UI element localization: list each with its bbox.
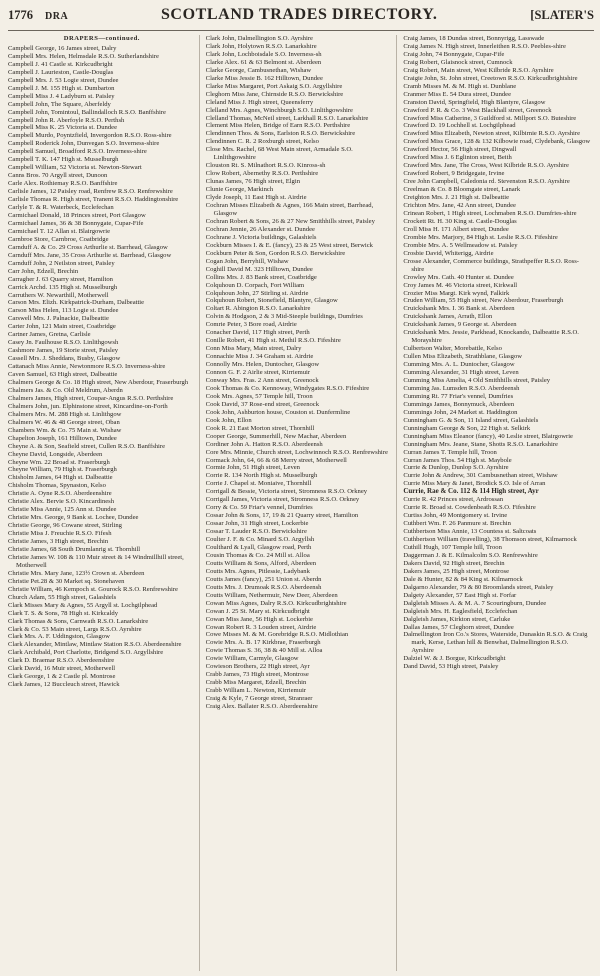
- directory-entry: Cook John, Ashburton house, Couston st. Dunfermline: [205, 408, 351, 416]
- directory-entry: Cranston David, Springfield, High Blantyre, Glasgow: [403, 98, 546, 106]
- directory-entry: Cossar T. Lauder R.S.O. Berwickshire: [205, 528, 307, 536]
- directory-entry: Curtiss John, 49 Montgomery st. Irvine: [403, 512, 508, 520]
- directory-entry: Cowie William, Carmyle, Glasgow: [205, 655, 299, 663]
- directory-entry: Christie Miss Annie, 125 Ann st. Dundee: [8, 506, 117, 514]
- page-header: [8, 6, 594, 31]
- directory-entry: Crabb Miss Margaret, Edzell, Brechin: [205, 679, 307, 687]
- directory-entry: Colquhoun D. Corpach, Fort William: [205, 281, 305, 289]
- directory-entry: Cockburn Peter & Son, Gordon R.S.O. Berwickshire: [205, 249, 346, 257]
- directory-entry: Campbell George, 16 James street, Dalry: [8, 44, 117, 52]
- directory-entry: Coutts William & Sons, Alford, Aberdeen: [205, 559, 317, 567]
- directory-entry: Clark Archibald, Port Charlotte, Bridgend S.O. Argyllshire: [8, 649, 164, 657]
- directory-entry: Crosse Alexander, Commerce buildings, Strathpeffer R.S.O. Ross-shire: [403, 257, 579, 273]
- directory-entry: Chisholm James, 64 High st. Dalbeattie: [8, 474, 113, 482]
- directory-entry: Clelland Thomas, McNeil street, Larkhall R.S.O. Lanarkshire: [205, 114, 369, 122]
- directory-entry: Currie R. 42 Princes street, Ardrossan: [403, 496, 504, 504]
- directory-entry: Craig & Kyle, 7 George street, Stranraer: [205, 695, 313, 703]
- publisher-name: [SLATER'S: [530, 8, 594, 22]
- directory-entry: Corrie J. Chapel st. Moniaive, Thornhill: [205, 480, 312, 488]
- directory-entry: Crabb James, 73 High street, Montrose: [205, 671, 309, 679]
- directory-entry: Crawford Hector, 56 High street, Dingwall: [403, 146, 517, 154]
- directory-entry: Cuthbert Wm. F. 26 Panmure st. Brechin: [403, 520, 511, 528]
- directory-entry: Dakers David, 92 High street, Brechin: [403, 559, 505, 567]
- directory-entry: Dalziel W. & J. Borgue, Kirkcudbright: [403, 655, 506, 663]
- directory-entry: Campbell John, Tomintoul, Ballindalloch R.S.O. Banffshire: [8, 108, 166, 116]
- directory-entry: Cordiner John A. Hatton R.S.O. Aberdeensh: [205, 440, 323, 448]
- directory-entry: Cowie Thomas S. 36, 38 & 40 Mill st. Alloa: [205, 647, 323, 655]
- directory-entry: Craig Robert, Main street, West Kilbride R.S.O. Ayrshire: [403, 66, 554, 74]
- directory-columns: [8, 35, 594, 971]
- directory-entry: Craig James N. High street, Innerleithen R.S.O. Peebles-shire: [403, 42, 566, 50]
- directory-entry: Dalgleish Misses A. & M. A. 7 Scouringburn, Dundee: [403, 599, 547, 607]
- directory-entry: Cunningham Miss Eleanor (fancy), 40 Leslie street, Blairgowrie: [403, 432, 573, 440]
- directory-entry: Cochran Jennie, 26 Alexander st. Dundee: [205, 225, 315, 233]
- directory-entry: Crawford Mrs. Jane, The Cross, West Kilbride R.S.O. Ayrshire: [403, 162, 569, 170]
- directory-entry: Coutts Mrs. Agnes, Pitlessie, Ladybank: [205, 567, 310, 575]
- directory-entry: Crombie Mrs. A. 5 Wellmeadow st. Paisley: [403, 241, 518, 249]
- directory-entry: Conille Robert, 41 High st. Methil R.S.O. Fifeshire: [205, 337, 341, 345]
- directory-entry: Clendinnen Thos. & Sons, Earlston R.S.O. Berwickshire: [205, 130, 356, 138]
- directory-entry: Christie Pet.28 & 30 Market sq. Stonehaven: [8, 577, 125, 585]
- directory-entry: Cruickshank Mrs. Jessie, Parkhead, Knockando, Dalbeattie R.S.O. Morayshire: [403, 329, 579, 345]
- directory-entry: Cummings James, Bonnymuck, Aberdeen: [403, 400, 515, 408]
- directory-entry: Chalmers George & Co. 18 High street, New Aberdour, Fraserburgh: [8, 378, 189, 386]
- directory-entry: Cruickshank James, Arrath, Ellon: [403, 313, 493, 321]
- directory-entry: Carter John, 121 Main street, Coatbridge: [8, 323, 116, 331]
- directory-entry: Campbell John, The Square, Aberfeldy: [8, 100, 111, 108]
- directory-entry: Culbertson Walter, Morebattle, Kelso: [403, 345, 502, 353]
- directory-entry: Crawford Miss Catherine, 3 Guildford st. Millport S.O. Buteshire: [403, 114, 577, 122]
- directory-entry: Carmichael James, 36 & 38 Bonnygate, Cupar-Fife: [8, 219, 144, 227]
- directory-entry: Clark John, Holytown R.S.O. Lanarkshire: [205, 42, 317, 50]
- directory-entry: Casey Jn. Faulhouse R.S.O. Linlithgowsh: [8, 339, 119, 347]
- directory-entry: Chapelton Joseph, 161 Hilltown, Dundee: [8, 434, 117, 442]
- directory-entry: Cossar John & Sons, 17, 19 & 21 Quarry street, Hamilton: [205, 512, 359, 520]
- directory-entry: Corry & Co. 59 Friar's vennel, Dumfries: [205, 504, 313, 512]
- directory-entry: Currie John & Andrew, 301 Cambusnethan street, Wishaw: [403, 472, 558, 480]
- directory-entry: Connachie Miss J. 34 Graham st. Airdrie: [205, 353, 314, 361]
- directory-entry: Cunningham Mrs. Jeane, Stane, Shotts R.S.O. Lanarkshire: [403, 440, 558, 448]
- directory-entry: Cochran Misses Elizabeth & Agnes, 166 Main street, Barrhead, Glasgow: [205, 202, 374, 217]
- directory-entry: Currie R. Broad st. Cowdenbeath R.S.O. Fifeshire: [403, 504, 536, 512]
- directory-entry: Cruden William, 55 High street, New Aberdour, Fraserburgh: [403, 297, 564, 305]
- directory-entry: Clarke Miss Margaret, Port Askaig S.O. Argyllshire: [205, 82, 343, 90]
- directory-entry: Carnduff Mrs. Jane, 35 Cross Arthurlie st. Barrhead, Glasgow: [8, 251, 172, 259]
- directory-entry: Cormack John, 64, 66 & 68 Merry street, Motherwell: [205, 456, 347, 464]
- directory-entry: Dakers James, 25 High street, Montrose: [403, 567, 510, 575]
- directory-entry: Clunas James, 76 High street, Elgin: [205, 178, 300, 186]
- directory-entry: Curran James T. Temple hill, Troon: [403, 448, 497, 456]
- directory-entry: Campbell Miss K. 25 Victoria st. Dundee: [8, 124, 117, 132]
- directory-entry: Clow Robert, Abernethy R.S.O. Perthshire: [205, 170, 319, 178]
- directory-entry: Cleland Miss J. High street, Queensferry: [205, 98, 314, 106]
- directory-entry: Cormie John, 51 High street, Leven: [205, 464, 300, 472]
- directory-entry: Campbell Mrs. Helen, Helmsdale R.S.O. Sutherlandshire: [8, 52, 159, 60]
- directory-entry: Carnbroe Store, Carnbroe, Coatbridge: [8, 235, 109, 243]
- directory-entry: Christie Miss J. Freuchie R.S.O. Fifesh: [8, 530, 112, 538]
- directory-entry: Coghill David M. 323 Hilltown, Dundee: [205, 265, 313, 273]
- directory-entry: Conway Mrs. Fras. 2 Ann street, Greenock: [205, 376, 319, 384]
- directory-entry: Cook David, 37 Rose-end street, Greenock: [205, 400, 320, 408]
- directory-entry: Cree John Campbell, Caledonia rd. Stevenston R.S.O. Ayrshire: [403, 178, 570, 186]
- directory-entry: Carnduff John, 2 Neilston street, Paisley: [8, 259, 115, 267]
- directory-entry: Cowan Miss Agnes, Dalry R.S.O. Kirkcudbrightshire: [205, 599, 347, 607]
- directory-entry: Crichton Mrs. Jane, 42 Ann street, Dundee: [403, 202, 516, 210]
- directory-entry: Crawford P. R. & Co. 3 West Blackhall street, Greenock: [403, 106, 552, 114]
- directory-entry: Clark D. Braemar R.S.O. Aberdeenshire: [8, 657, 115, 665]
- directory-entry: Clark T. S. & Sons, 78 High st. Kirkcaldy: [8, 609, 119, 617]
- directory-column-1: [8, 35, 200, 971]
- directory-entry: Cumming Miss Amelia, 4 Old Smithhills street, Paisley: [403, 376, 551, 384]
- directory-entry: Currie & Dunlop, Dunlop S.O. Ayrshire: [403, 464, 509, 472]
- directory-entry: Cheyne A. & Son, Seafield street, Cullen R.S.O. Banffshire: [8, 442, 166, 450]
- directory-entry: Clouston Rt. S. Milnathort R.S.O. Kinross-sh: [205, 162, 326, 170]
- directory-entry: Cochrane J. Victoria buildings, Galashiels: [205, 233, 317, 241]
- directory-entry: Cumming Rt. 77 Friar's vennel, Dumfries: [403, 392, 514, 400]
- directory-entry: Corrigall & Bessie, Victoria street, Stromness R.S.O. Orkney: [205, 488, 368, 496]
- directory-entry: Carlisle Thomas R. High street, Tranent R.S.O. Haddingtonshire: [8, 196, 179, 204]
- directory-entry: Cleghorn Miss Jane, Chirnside R.S.O. Berwickshire: [205, 90, 344, 98]
- directory-entry: Coulthard & Lyall, Glasgow road, Perth: [205, 544, 312, 551]
- directory-entry: Christie Mrs. George, 9 Bank st. Lochee, Dundee: [8, 514, 139, 522]
- directory-entry: Cumming Jas. Lumsden R.S.O. Aberdeensh: [403, 384, 520, 392]
- directory-entry: Cruickshank Mrs. I. 36 Bank st. Aberdeen: [403, 305, 515, 313]
- directory-entry: Cuthbertson Miss Annie, 13 Countess st. Saltcoats: [403, 528, 537, 536]
- directory-entry: Currie, Rae & Co. 112 & 114 High street, Ayr: [403, 487, 539, 496]
- directory-entry: Cramb Misses M. & M. High st. Dunblane: [403, 82, 517, 90]
- directory-entry: Currie Miss Mary & Janet, Brodick S.O. Isle of Arran: [403, 480, 546, 488]
- directory-entry: Carson Miss Helen, 113 Logie st. Dundee: [8, 307, 119, 315]
- directory-entry: Cheyne William, 79 High st. Fraserburgh: [8, 466, 117, 474]
- section-heading: DRAPERS—continued.: [63, 35, 140, 42]
- directory-entry: Carson Mrs. Elizh. Kirkpatrick-Durham, Dalbeattie: [8, 299, 145, 307]
- directory-entry: Creelman & Co. 8 Bloomgate street, Lanark: [403, 186, 521, 194]
- directory-entry: Carrick Archd. 135 High st. Musselburgh: [8, 283, 118, 291]
- directory-entry: Clunie George, Markinch: [205, 186, 274, 194]
- directory-entry: Cumming Alexander, 31 High street, Leven: [403, 369, 519, 377]
- directory-entry: Cooper George, Summerhill, New Machar, Aberdeen: [205, 432, 347, 440]
- directory-entry: Crowley Mrs. Cath. 40 Hunter st. Dundee: [403, 273, 514, 281]
- directory-entry: Clark David, 16 Muir street, Motherwell: [8, 665, 116, 673]
- directory-entry: Christie James, 68 South Drumlanrig st. Thornhill: [8, 546, 141, 553]
- directory-entry: Carmichael T. 12 Allan st. Blairgowrie: [8, 227, 110, 235]
- directory-entry: Crawford Miss J. 6 Eglinton street, Beith: [403, 154, 512, 162]
- directory-entry: Carlyle T. & R. Waterbeck, Ecclefechan: [8, 204, 114, 212]
- directory-entry: Coulter J. F. & Co. Minard S.O. Argyllsh: [205, 536, 315, 544]
- directory-entry: Clark Mrs. A. F. Uddingston, Glasgow: [8, 633, 110, 641]
- page-number: 1776: [8, 8, 33, 22]
- directory-entry: Cummings John, 24 Market st. Haddington: [403, 408, 518, 416]
- directory-entry: Cassell Mrs. J. Sheddans, Busby, Glasgow: [8, 355, 121, 363]
- directory-entry: Croll Miss H. 171 Albert street, Dundee: [403, 225, 509, 233]
- directory-entry: Dalgarno Alexander, 79 & 80 Broomlands street, Paisley: [403, 583, 554, 591]
- directory-entry: Cumming Mrs. A. L. Duntocher, Glasgow: [403, 361, 515, 369]
- directory-entry: Craigie John, St. John street, Creetown R.S.O. Kirkcudbrightshire: [403, 74, 578, 82]
- directory-entry: Craig James, 18 Dundas street, Bonnyrigg, Lasswade: [403, 35, 545, 42]
- directory-entry: Cartner James, Gretna, Carlisle: [8, 331, 91, 339]
- directory-entry: Cowe Misses M. & M. Gorebridge R.S.O. Midlothian: [205, 631, 349, 639]
- directory-entry: Collins Mrs. J. 83 Bank street, Coatbridge: [205, 273, 317, 281]
- directory-entry: Cockburn Misses I. & E. (fancy), 23 & 25 West street, Berwick: [205, 241, 373, 249]
- directory-entry: Corrie R. 134 North High st. Musselburgh: [205, 472, 318, 480]
- directory-entry: Campbell William, 52 Victoria st. Newton-Stewart: [8, 164, 142, 172]
- directory-entry: Crombie Mrs. Marjory, 84 High st. Leslie R.S.O. Fifeshire: [403, 233, 558, 241]
- directory-entry: Clark Thomas & Sons, Carnwath R.S.O. Lanarkshire: [8, 617, 149, 625]
- directory-entry: Christie George, 96 Cowane street, Stirling: [8, 522, 122, 530]
- directory-entry: Coutts William, Nethermuir, New Deer, Aberdeen: [205, 591, 338, 599]
- directory-entry: Daggerman J. & E. Kilmalcolm S.O. Renfrewshire: [403, 551, 538, 559]
- directory-entry: Cousin Thomas & Co. 24 Mill st. Alloa: [205, 551, 310, 559]
- directory-entry: Creighton Mrs. J. 21 High st. Dalbeattie: [403, 194, 510, 202]
- directory-entry: Chalmers John, jun. Elphinstone street, Kincardine-on-Forth: [8, 402, 168, 410]
- directory-entry: Close Mrs. Rachel, 68 West Main street, Armadale S.O. Linlithgowshire: [205, 146, 353, 162]
- directory-entry: Cranmer Miss E. 54 Dura street, Dundee: [403, 90, 512, 98]
- directory-entry: Carr John, Edzell, Brechin: [8, 267, 79, 275]
- directory-entry: Carle Alex. Rothiemay R.S.O. Banffshire: [8, 180, 118, 188]
- directory-entry: Campbell Miss J. 4 Ladyburn st. Paisley: [8, 92, 115, 100]
- directory-entry: Clarke George, Cambusnethan, Wishaw: [205, 66, 312, 74]
- directory-entry: Coutts Mrs. J. Drumoak R.S.O. Aberdeensh: [205, 583, 322, 591]
- directory-entry: Craig John, 74 Bonnygate, Cupar-Fife: [403, 50, 505, 58]
- directory-entry: Dallas James, 57 Cleghorn street, Dundee: [403, 623, 514, 631]
- directory-entry: Cowie Mrs. A. B. 17 Kirkbrae, Fraserburgh: [205, 639, 321, 647]
- directory-entry: Dand David, 53 High street, Paisley: [403, 663, 499, 671]
- directory-entry: Cowan Miss Jane, 56 High st. Lockerbie: [205, 615, 313, 623]
- directory-column-3: [403, 35, 594, 971]
- directory-entry: Chalmers Mrs. M. 288 High st. Linlithgow: [8, 410, 122, 418]
- directory-entry: Campbell T. K. 147 High st. Musselburgh: [8, 156, 119, 164]
- directory-entry: Campbell Roderick John, Dunvegan S.O. Inverness-shire: [8, 140, 160, 148]
- directory-entry: Cook Mrs. Agnes, 57 Temple hill, Troon: [205, 392, 313, 400]
- directory-entry: Christie William, 46 Kempoch st. Gourock R.S.O. Renfrewshire: [8, 585, 178, 593]
- section-abbreviation: DRA: [45, 11, 69, 22]
- directory-entry: Cunningham G. & Son, 11 Island street, Galashiels: [403, 416, 539, 424]
- directory-entry: Chisholm Thomas, Spynaston, Kelso: [8, 482, 106, 490]
- directory-entry: Cruickshank James, 9 George st. Aberdeen: [403, 321, 517, 329]
- directory-entry: Dalmellington Iron Co.'s Stores, Waterside, Dunaskin R.S.O. & Craig mark, Kerse, Lethan hill & Benwhat, Dalmellington R.S.O. Ayrshire: [403, 631, 588, 655]
- directory-entry: Christie A. Oyne R.S.O. Aberdeenshire: [8, 490, 112, 498]
- directory-entry: Crawford Miss Grace, 128 & 132 Kilbowie road, Clydebank, Glasgow: [403, 138, 591, 146]
- directory-entry: Core Mrs. Minnie, Church street, Lochwinnoch R.S.O. Renfrewshire: [205, 448, 388, 456]
- directory-entry: Carragher J. 63 Quarry street, Hamilton: [8, 275, 113, 283]
- directory-entry: Carswell Mrs. J. Palnackie, Dalbeattie: [8, 315, 109, 323]
- directory-entry: Coutts James (fancy), 251 Union st. Aberdn: [205, 575, 322, 583]
- directory-entry: Crinean Robert, 1 High street, Lochmaben R.S.O. Dumfries-shire: [403, 209, 577, 217]
- directory-entry: Cuthill Hugh, 107 Temple hill, Troon: [403, 544, 502, 551]
- directory-entry: Connon G. F. 2 Airlie street, Kirriemuir: [205, 369, 311, 377]
- directory-entry: Connolly Mrs. Helen, Duntocher, Glasgow: [205, 361, 320, 369]
- directory-entry: Christie Mrs. Mary Jane, 123½ Crown st. Aberdeen: [8, 569, 145, 577]
- directory-entry: Clark Alexander, Mintlaw, Mintlaw Station R.S.O. Aberdeenshire: [8, 641, 182, 649]
- directory-entry: Christie Alex. Bervie S.O. Kincardinesh: [8, 498, 115, 506]
- directory-entry: Conn Miss Mary, Main street, Dalry: [205, 345, 302, 353]
- directory-entry: Cheyne Wm. 22 Broad st. Fraserburgh: [8, 458, 110, 466]
- directory-entry: Campbell J. Laurieston, Castle-Douglas: [8, 68, 114, 76]
- directory-entry: Crockett Rt. H. 30 King st. Castle-Douglas: [403, 217, 517, 225]
- directory-entry: Cook R. 21 East Morton street, Thornhill: [205, 424, 315, 432]
- directory-column-2: [206, 35, 398, 971]
- directory-entry: Cowan Robert R. 3 Louden street, Airdrie: [205, 623, 317, 631]
- directory-entry: Crabb William L. Newton, Kirriemuir: [205, 687, 307, 695]
- directory-entry: Campbell Mrs. J. 53 Logie street, Dundee: [8, 76, 119, 84]
- directory-entry: Clark James, 12 Buccleuch street, Hawick: [8, 681, 120, 689]
- directory-entry: Clark John, Lochboisdale S.O. Inverness-sh: [205, 50, 322, 58]
- directory-entry: Coltart R. Abington R.S.O. Lanarkshire: [205, 305, 311, 313]
- directory-entry: Clark George, 1 & 2 Castle pl. Montrose: [8, 673, 116, 681]
- page-title: SCOTLAND TRADES DIRECTORY.: [160, 6, 438, 23]
- directory-entry: Cook Thomas & Co. Kennoway, Windygates R.S.O. Fifeshire: [205, 384, 370, 392]
- directory-entry: Cuthbertson William (travelling), 38 Thomson street, Kilmarnock: [403, 536, 577, 544]
- directory-entry: Dale & Hunter, 82 & 84 King st. Kilmarnock: [403, 575, 523, 583]
- directory-entry: Comrie Peter, 3 Bore road, Airdrie: [205, 321, 297, 329]
- directory-entry: Campbell J. 41 Castle st. Kirkcudbright: [8, 60, 113, 68]
- directory-entry: Cochran Robert & Sons, 26 & 27 New Smithhills street, Paisley: [205, 217, 375, 225]
- directory-entry: Crawford Robert, 9 Bridgegate, Irvine: [403, 170, 505, 178]
- directory-entry: Craig Alex. Ballater R.S.O. Aberdeenshire: [205, 703, 318, 711]
- directory-entry: Crozier Miss Margt. Kirk wynd, Falkirk: [403, 289, 510, 297]
- directory-entry: Chalmers Jas. & Co. Old Meldrum, Aberdn: [8, 386, 123, 394]
- directory-entry: Campbell John R. Aberfoyle R.S.O. Perthsh: [8, 116, 125, 124]
- directory-entry: Clark John, Dalmellington S.O. Ayrshire: [205, 35, 313, 42]
- directory-entry: Conacher David, 117 High street, Perth: [205, 329, 310, 337]
- directory-entry: Crosbie David, Whiterigg, Airdrie: [403, 249, 494, 257]
- directory-entry: Colquhoun John, 27 Stirling st. Airdrie: [205, 289, 309, 297]
- directory-entry: Church Adam, 55 High street, Galashiels: [8, 593, 117, 601]
- directory-entry: Cattanach Miss Annie, Newtonmore R.S.O. Inverness-shire: [8, 363, 166, 371]
- directory-entry: Cullen Miss Elizabeth, Strathblane, Glasgow: [403, 353, 523, 361]
- directory-entry: Cunningham George & Son, 22 High st. Selkirk: [403, 424, 531, 432]
- directory-entry: Christie James, 3 High street, Brechin: [8, 538, 109, 546]
- directory-entry: Cossar John, 31 High street, Lockerbie: [205, 520, 309, 528]
- directory-entry: Dalgety Alexander, 57 East High st. Forfar: [403, 591, 517, 599]
- directory-entry: Crawford Miss Elizabeth, Newton street, Kilbirnie R.S.O. Ayrshire: [403, 130, 581, 138]
- directory-entry: Caven Samuel, 63 High street, Dalbeattie: [8, 371, 118, 379]
- directory-entry: Colvin & Hodgson, 2 & 3 Mid-Steeple buildings, Dumfries: [205, 313, 363, 321]
- directory-entry: Cook John, Ellon: [205, 416, 252, 424]
- directory-entry: Campbell Samuel, Broadford R.S.O. Inverness-shire: [8, 148, 147, 156]
- directory-entry: Dalgleish James, Kirkton street, Carluke: [403, 615, 511, 623]
- directory-entry: Campbell Murdo, Poyntzfield, Invergordon R.S.O. Ross-shire: [8, 132, 172, 140]
- page-number-group: [8, 6, 68, 24]
- directory-entry: Dalgleish Mrs. H. Eaglesfield, Ecclefechan: [403, 607, 518, 615]
- directory-entry: Carruthers W. Newarthill, Motherwell: [8, 291, 109, 299]
- directory-entry: Chalmers James, High street, Coupar-Angus R.S.O. Perthshire: [8, 394, 174, 402]
- directory-entry: Chambers Wm. & Co. 75 Main st. Wishaw: [8, 426, 122, 434]
- directory-entry: Clement Miss Helen, Bridge of Earn R.S.O. Perthshire: [205, 122, 351, 130]
- directory-entry: Carlisle James, 12 Paisley road, Renfrew R.S.O. Renfrewshire: [8, 188, 173, 196]
- directory-entry: Cogan John, Berryhill, Wishaw: [205, 257, 289, 265]
- directory-entry: Croy James M. 46 Victoria street, Kirkwall: [403, 281, 518, 289]
- directory-entry: Clarke Alex. 61 & 63 Belmont st. Aberdeen: [205, 58, 322, 66]
- directory-entry: Cheyne David, Longside, Aberdeen: [8, 450, 103, 458]
- directory-entry: Carmichael Donald, 18 Princes street, Port Glasgow: [8, 211, 146, 219]
- directory-entry: Cashmore James, 19 Storie street, Paisley: [8, 347, 119, 355]
- directory-entry: Curran James Thos. 54 High st. Maybole: [403, 456, 512, 464]
- directory-entry: Cowieson Brothers, 22 High street, Ayr: [205, 663, 310, 671]
- directory-entry: Christie James W. 108 & 110 Muir street & 14 Windmillhill street, Motherwell: [8, 553, 184, 569]
- directory-entry: Campbell J. M. 155 High st. Dumbarton: [8, 84, 115, 92]
- directory-entry: Clyde Joseph, 11 East High st. Airdrie: [205, 194, 307, 202]
- directory-entry: Chalmers W. 46 & 48 George street, Oban: [8, 418, 120, 426]
- directory-entry: Crawford D. 19 Lochhell st. Lochgilphead: [403, 122, 516, 130]
- directory-entry: Clendinnen C. R. 2 Roxburgh street, Kelso: [205, 138, 319, 146]
- directory-entry: Craig Robert, Glaisnock street, Cumnock: [403, 58, 513, 66]
- directory-entry: Clarke Miss Jessie B. 162 Hilltown, Dundee: [205, 74, 323, 82]
- directory-entry: Carnduff A. & Co. 29 Cross Arthurlie st. Barrhead, Glasgow: [8, 243, 168, 251]
- directory-entry: Colquhoun Robert, Stonefield, Blantyre, Glasgow: [205, 297, 338, 305]
- directory-entry: Corrigall James, Victoria street, Stromness R.S.O. Orkney: [205, 496, 360, 504]
- directory-entry: Cowan J. 25 St. Mary st. Kirkcudbright: [205, 607, 310, 615]
- directory-entry: Canns Bros. 70 Argyll street, Dunoon: [8, 172, 108, 180]
- directory-entry: Clark & Co. 53 Main street, Largs R.S.O. Ayrshire: [8, 625, 142, 633]
- directory-entry: Clark Misses Mary & Agnes, 55 Argyll st. Lochgilphead: [8, 601, 158, 609]
- directory-entry: Clelland Mrs. Agnes, Winchburgh S.O. Linlithgowshire: [205, 106, 353, 114]
